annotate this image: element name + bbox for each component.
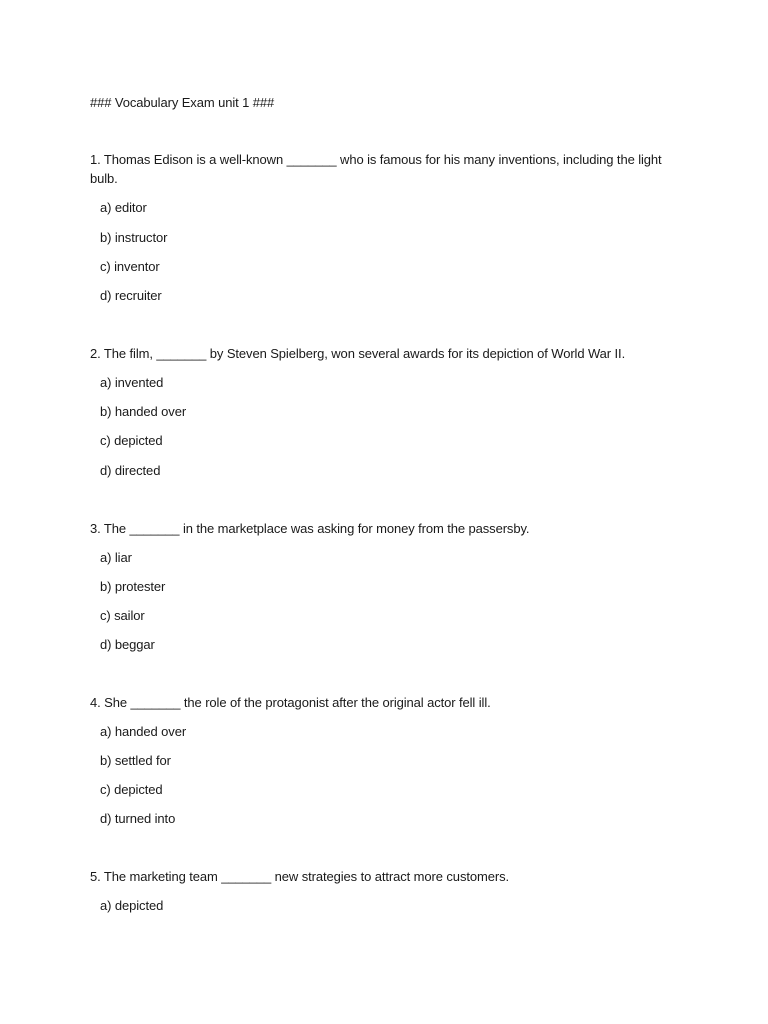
question-1-option-b: b) instructor — [100, 230, 168, 245]
question-4-option-a: a) handed over — [100, 724, 187, 739]
question-2-option-c: c) depicted — [100, 433, 163, 448]
question-4-option-c: c) depicted — [100, 782, 163, 797]
question-3-option-b: b) protester — [100, 579, 166, 594]
question-3-text: 3. The _______ in the marketplace was asking for money from the passersby. — [90, 521, 530, 536]
question-2-option-a: a) invented — [100, 375, 164, 390]
question-5-text: 5. The marketing team _______ new strategies to attract more customers. — [90, 869, 509, 884]
question-2-option-b: b) handed over — [100, 404, 187, 419]
question-1-option-a: a) editor — [100, 200, 147, 215]
question-2-text: 2. The film, _______ by Steven Spielberg, won several awards for its depiction of World War II. — [90, 346, 626, 361]
question-1-text: 1. Thomas Edison is a well-known _______ who is famous for his many inventions, including the light bulb. — [90, 152, 662, 186]
question-1-option-d: d) recruiter — [100, 288, 162, 303]
question-4-option-d: d) turned into — [100, 811, 176, 826]
question-3-option-a: a) liar — [100, 550, 132, 565]
question-4-text: 4. She _______ the role of the protagonist after the original actor fell ill. — [90, 695, 491, 710]
exam-title: ### Vocabulary Exam unit 1 ### — [90, 95, 275, 110]
question-2-option-d: d) directed — [100, 463, 161, 478]
question-4-option-b: b) settled for — [100, 753, 171, 768]
question-3-option-c: c) sailor — [100, 608, 145, 623]
question-5-option-a: a) depicted — [100, 898, 164, 913]
question-1-option-c: c) inventor — [100, 259, 160, 274]
question-3-option-d: d) beggar — [100, 637, 155, 652]
